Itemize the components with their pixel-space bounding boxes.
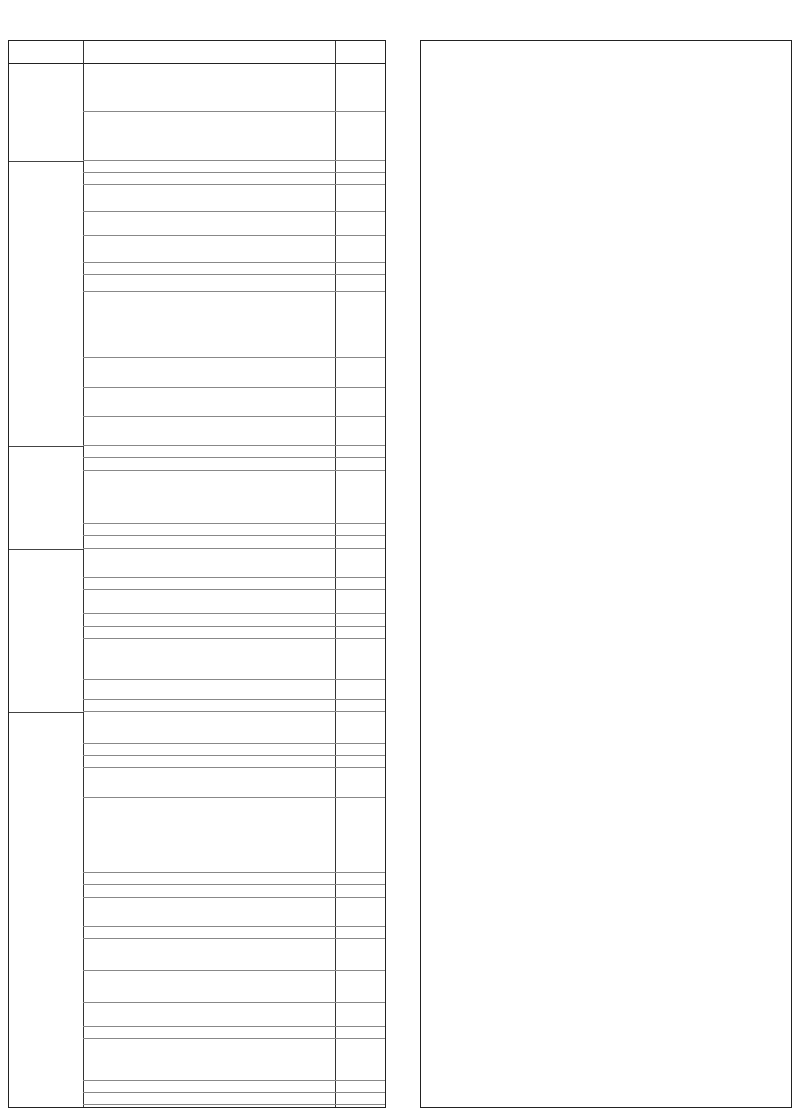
table-row: [83, 578, 385, 590]
table-row: [83, 524, 385, 536]
surgery-grade: [335, 1027, 383, 1038]
table-row: [83, 275, 385, 292]
surgery-grade: [335, 627, 383, 638]
table-row: [83, 712, 385, 744]
surgery-grade: [335, 161, 383, 172]
surgery-grade: [335, 1003, 383, 1026]
surgery-grade: [335, 1081, 383, 1092]
table-row: [83, 358, 385, 387]
surgery-grade: [335, 524, 383, 535]
table-row: [83, 185, 385, 212]
surgery-grade: [335, 63, 383, 111]
table-row: [83, 63, 385, 112]
table-header: [9, 41, 385, 64]
table-row: [83, 161, 385, 173]
surgery-grade: [335, 471, 383, 524]
category-label: [11, 161, 81, 447]
surgery-grade: [335, 212, 383, 235]
table-row: [83, 1093, 385, 1105]
table-row: [83, 756, 385, 768]
table-row: [83, 112, 385, 161]
surgery-grade: [335, 112, 383, 160]
table-row: [83, 417, 385, 446]
table-row: [83, 590, 385, 614]
surgery-grade: [335, 446, 383, 457]
surgery-table-right: [420, 40, 792, 1108]
surgery-grade: [335, 939, 383, 970]
surgery-grade: [335, 292, 383, 357]
table-row: [83, 615, 385, 627]
category-divider: [9, 549, 83, 550]
table-row: [83, 1081, 385, 1093]
surgery-grade: [335, 756, 383, 767]
table-row: [83, 744, 385, 756]
category-label: [11, 549, 81, 712]
surgery-grade: [335, 1093, 383, 1104]
table-row: [83, 885, 385, 897]
surgery-grade: [335, 358, 383, 386]
surgery-grade: [335, 275, 383, 291]
table-row: [83, 292, 385, 358]
surgery-grade: [335, 680, 383, 699]
surgery-grade: [335, 578, 383, 589]
table-row: [83, 680, 385, 700]
table-row: [83, 1027, 385, 1039]
table-row: [83, 536, 385, 548]
category-divider: [9, 712, 83, 713]
surgery-grade: [335, 971, 383, 1002]
surgery-grade: [335, 898, 383, 926]
table-row: [83, 173, 385, 185]
table-row: [83, 700, 385, 712]
surgery-grade: [335, 590, 383, 613]
table-row: [83, 388, 385, 417]
table-row: [83, 898, 385, 927]
surgery-grade: [335, 927, 383, 938]
table-row: [83, 939, 385, 971]
table-row: [83, 798, 385, 874]
surgery-grade: [335, 615, 383, 626]
surgery-grade: [335, 185, 383, 211]
table-row: [83, 471, 385, 525]
table-row: [83, 549, 385, 578]
category-label: [11, 446, 81, 548]
table-row: [83, 212, 385, 236]
surgery-grade: [335, 768, 383, 796]
table-row: [83, 458, 385, 470]
table-row: [83, 927, 385, 939]
category-label: [11, 712, 81, 1027]
surgery-grade: [335, 1039, 383, 1079]
table-row: [83, 1003, 385, 1027]
surgery-grade: [335, 700, 383, 711]
surgery-grade: [335, 263, 383, 274]
surgery-grade: [335, 798, 383, 873]
surgery-table-left: [8, 40, 386, 1108]
table-row: [83, 971, 385, 1003]
table-row: [83, 446, 385, 458]
surgery-grade: [335, 712, 383, 743]
surgery-grade: [335, 173, 383, 184]
table-row: [83, 639, 385, 680]
surgery-grade: [335, 744, 383, 755]
surgery-grade: [335, 536, 383, 547]
table-row: [83, 263, 385, 275]
category-divider: [9, 446, 83, 447]
surgery-grade: [335, 417, 383, 445]
category-label: [11, 63, 81, 161]
surgery-grade: [335, 873, 383, 884]
table-row: [83, 627, 385, 639]
surgery-grade: [335, 549, 383, 577]
surgery-grade: [335, 388, 383, 416]
surgery-grade: [335, 639, 383, 679]
surgery-grade: [335, 236, 383, 262]
table-row: [83, 236, 385, 263]
table-row: [83, 768, 385, 797]
surgery-grade: [335, 458, 383, 469]
surgery-grade: [335, 885, 383, 896]
table-row: [83, 873, 385, 885]
category-divider: [9, 161, 83, 162]
table-row: [83, 1039, 385, 1080]
